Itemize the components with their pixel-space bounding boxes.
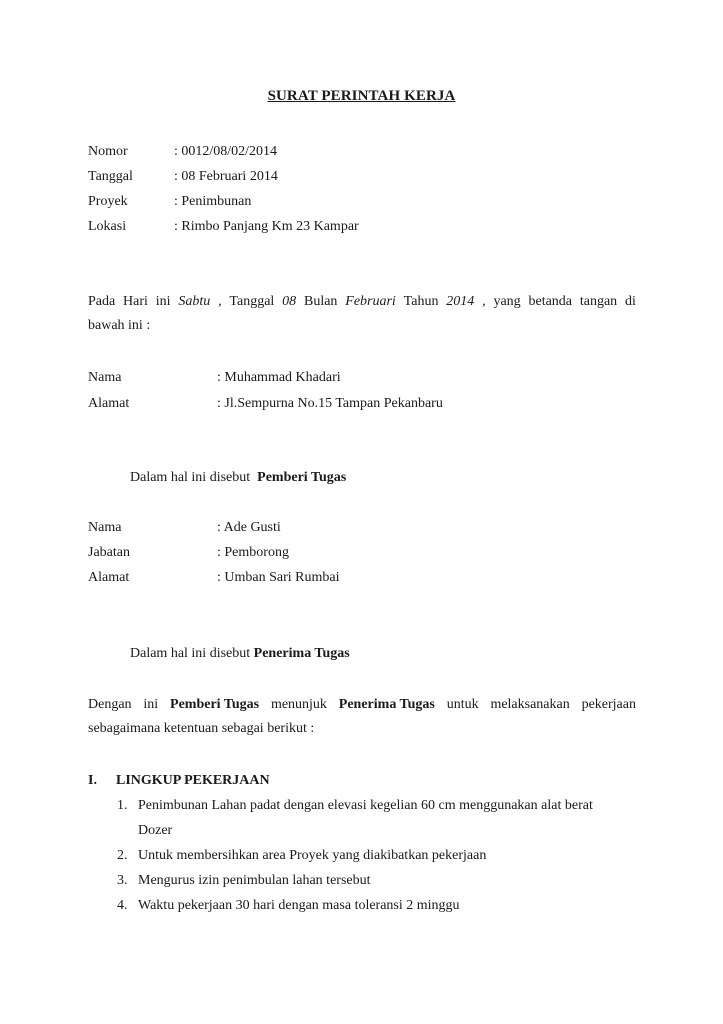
intro-word: Hari: [123, 294, 148, 309]
intro-word: Pada: [88, 294, 116, 309]
field-lokasi: [88, 219, 359, 235]
role-prefix: Dalam hal ini disebut: [130, 646, 251, 661]
field-tanggal: [88, 169, 278, 185]
section-title: LINGKUP PEKERJAAN: [116, 773, 270, 788]
party1-role-line: [130, 470, 346, 486]
assignment-word: menunjuk: [270, 697, 327, 712]
role-pemberi-tugas: Pemberi Tugas: [257, 470, 347, 485]
intro-word: ,: [482, 294, 486, 309]
intro-word: Tahun: [403, 294, 439, 309]
assignment-penerima-tugas: Penerima Tugas: [338, 697, 435, 712]
list-item-continuation: Dozer: [138, 823, 173, 838]
intro-word: Bulan: [303, 294, 338, 309]
list-item: [117, 798, 593, 814]
party2-alamat: [88, 570, 340, 586]
intro-word: Tanggal: [229, 294, 275, 309]
field-label: Nama: [88, 370, 122, 385]
intro-paragraph: [88, 294, 636, 334]
list-item-number: 3.: [117, 873, 128, 888]
intro-word: ini: [155, 294, 171, 309]
field-value: : 08 Februari 2014: [174, 169, 278, 184]
list-item: [117, 898, 460, 914]
field-label: Jabatan: [88, 545, 130, 560]
party1-alamat: [88, 396, 443, 412]
role-penerima-tugas: Penerima Tugas: [253, 646, 350, 661]
field-value: : 0012/08/02/2014: [174, 144, 278, 159]
field-nomor: [88, 144, 278, 160]
role-prefix: Dalam hal ini disebut: [130, 470, 251, 485]
field-label: Alamat: [88, 396, 130, 411]
field-label: Proyek: [88, 194, 128, 209]
assignment-word: Dengan: [88, 697, 132, 712]
party2-role-line: [130, 646, 350, 662]
assignment-paragraph: [88, 697, 636, 737]
field-label: Nama: [88, 520, 122, 535]
list-item-text: Untuk membersihkan area Proyek yang diakibatkan pekerjaan: [138, 848, 487, 863]
party1-nama: [88, 370, 341, 386]
assignment-word: pekerjaan: [581, 697, 636, 712]
intro-word: yang: [493, 294, 521, 309]
intro-word: betanda: [528, 294, 573, 309]
field-value: : Penimbunan: [174, 194, 252, 209]
field-value: : Ade Gusti: [217, 520, 281, 535]
assignment-line-1: [88, 697, 636, 713]
document-title: SURAT PERINTAH KERJA: [267, 88, 456, 104]
field-value: : Umban Sari Rumbai: [217, 570, 340, 585]
assignment-word: melaksanakan: [490, 697, 570, 712]
field-proyek: [88, 194, 252, 210]
list-item-number: 2.: [117, 848, 128, 863]
list-item-text: Penimbunan Lahan padat dengan elevasi kegelian 60 cm menggunakan alat berat: [138, 798, 593, 813]
section-heading: [88, 773, 270, 789]
field-value: : Muhammad Khadari: [217, 370, 341, 385]
intro-word: di: [625, 294, 636, 309]
field-label: Alamat: [88, 570, 130, 585]
list-item-text: Mengurus izin penimbulan lahan tersebut: [138, 873, 371, 888]
field-label: Tanggal: [88, 169, 133, 184]
field-value: : Pemborong: [217, 545, 289, 560]
assignment-line-2: sebagaimana ketentuan sebagai berikut :: [88, 721, 315, 736]
intro-day: Sabtu: [178, 294, 211, 309]
intro-date: 08: [282, 294, 297, 309]
assignment-pemberi-tugas: Pemberi Tugas: [170, 697, 260, 712]
field-value: : Rimbo Panjang Km 23 Kampar: [174, 219, 359, 234]
intro-word: ,: [218, 294, 222, 309]
list-item-number: 4.: [117, 898, 128, 913]
field-label: Lokasi: [88, 219, 127, 234]
intro-word: tangan: [579, 294, 618, 309]
assignment-word: untuk: [446, 697, 479, 712]
list-item-number: 1.: [117, 798, 128, 813]
intro-line-1: [88, 294, 636, 310]
party2-nama: [88, 520, 281, 536]
assignment-word: ini: [143, 697, 159, 712]
party2-jabatan: [88, 545, 289, 561]
section-number: I.: [88, 773, 97, 788]
field-value: : Jl.Sempurna No.15 Tampan Pekanbaru: [217, 396, 443, 411]
list-item: [117, 848, 486, 864]
intro-year: 2014: [446, 294, 475, 309]
intro-line-2: bawah ini :: [88, 318, 151, 333]
field-label: Nomor: [88, 144, 128, 159]
intro-month: Februari: [345, 294, 396, 309]
list-item: [117, 873, 371, 889]
list-item-text: Waktu pekerjaan 30 hari dengan masa toleransi 2 minggu: [138, 898, 460, 913]
